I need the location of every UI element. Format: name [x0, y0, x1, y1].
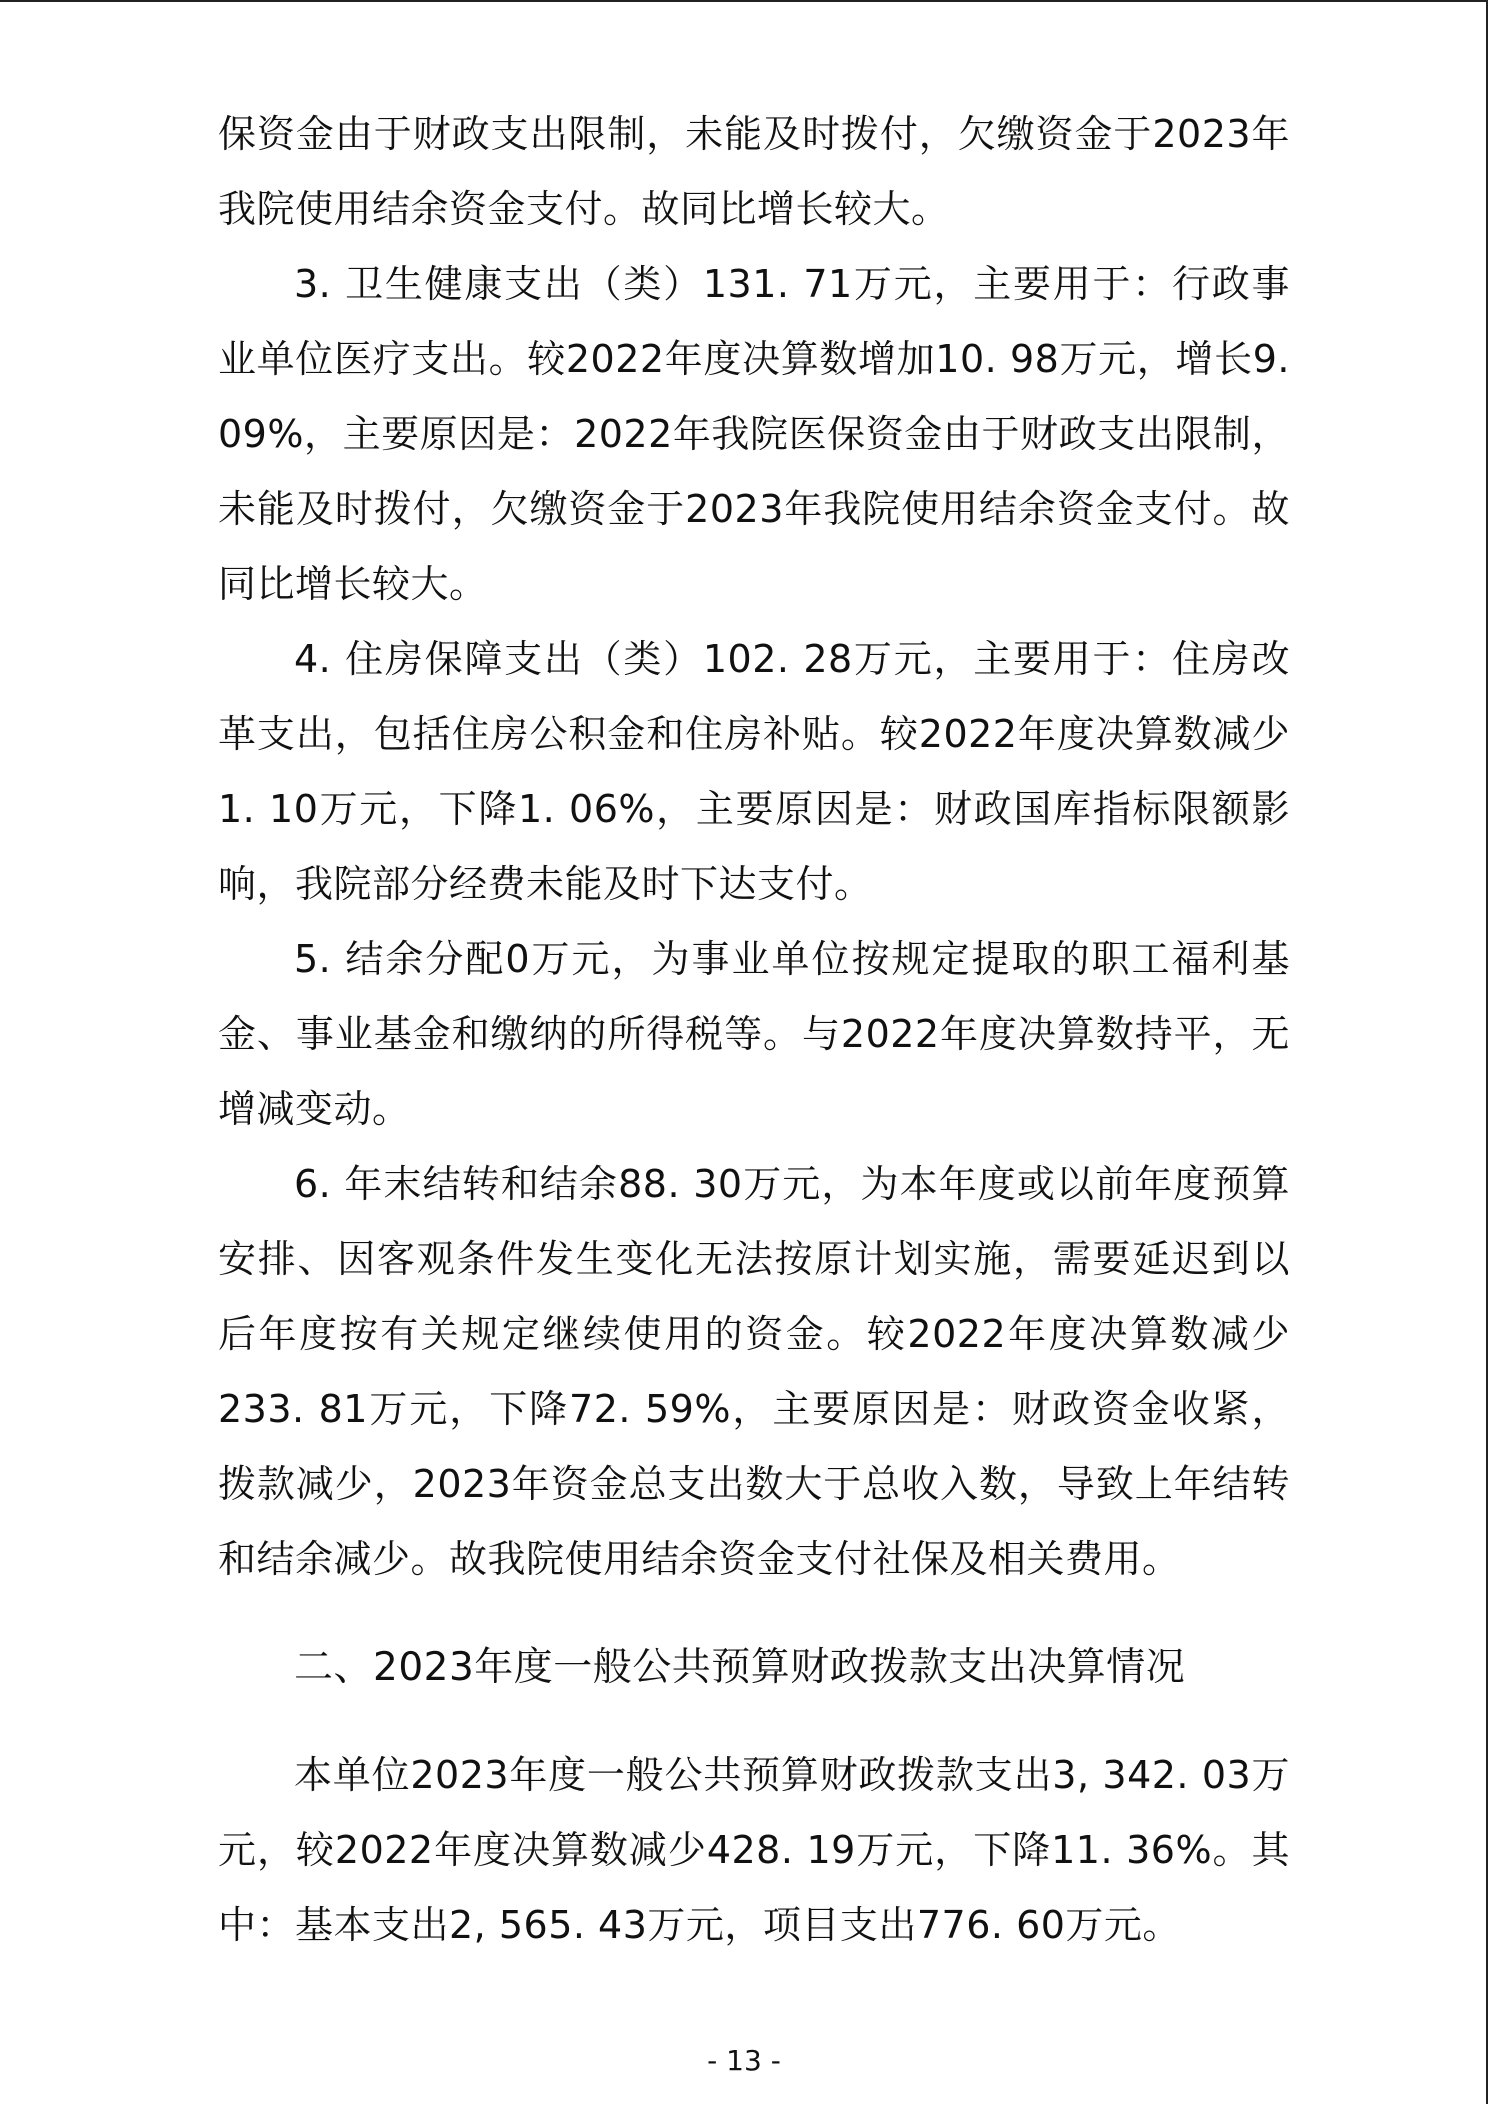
continued-paragraph: 保资金由于财政支出限制，未能及时拨付，欠缴资金于2023年我院使用结余资金支付。故同比增长较大。	[218, 112, 1290, 231]
year-end-balance-paragraph: 6. 年末结转和结余88. 30万元，为本年度或以前年度预算安排、因客观条件发生变化无法按原计划实施，需要延迟到以后年度按有关规定继续使用的资金。较2022年度决算数减少233. 81万元，下降72. 59%，主要原因是：财政资金收紧，拨款减少，2023年资金总支出数大于总收入数，导致上年结转和结余减少。故我院使用结余资金支付社保及相关费用。	[218, 1162, 1290, 1581]
housing-expenditure-paragraph: 4. 住房保障支出（类）102. 28万元，主要用于：住房改革支出，包括住房公积金和住房补贴。较2022年度决算数减少1. 10万元，下降1. 06%，主要原因是：财政国库指标限额影响，我院部分经费未能及时下达支付。	[218, 637, 1290, 906]
surplus-distribution-paragraph: 5. 结余分配0万元，为事业单位按规定提取的职工福利基金、事业基金和缴纳的所得税等。与2022年度决算数持平，无增减变动。	[218, 937, 1290, 1131]
health-expenditure-paragraph: 3. 卫生健康支出（类）131. 71万元，主要用于：行政事业单位医疗支出。较2022年度决算数增加10. 98万元，增长9. 09%，主要原因是：2022年我院医保资金由于财政支出限制，未能及时拨付，欠缴资金于2023年我院使用结余资金支付。故同比增长较大。	[218, 262, 1290, 606]
document-body	[218, 97, 1290, 1963]
section-heading: 二、2023年度一般公共预算财政拨款支出决算情况	[294, 1645, 1186, 1690]
section-summary-paragraph: 本单位2023年度一般公共预算财政拨款支出3, 342. 03万元，较2022年度决算数减少428. 19万元，下降11. 36%。其中：基本支出2, 565. 43万元，项目支出776. 60万元。	[218, 1753, 1290, 1947]
page-number: - 13 -	[707, 2044, 781, 2077]
